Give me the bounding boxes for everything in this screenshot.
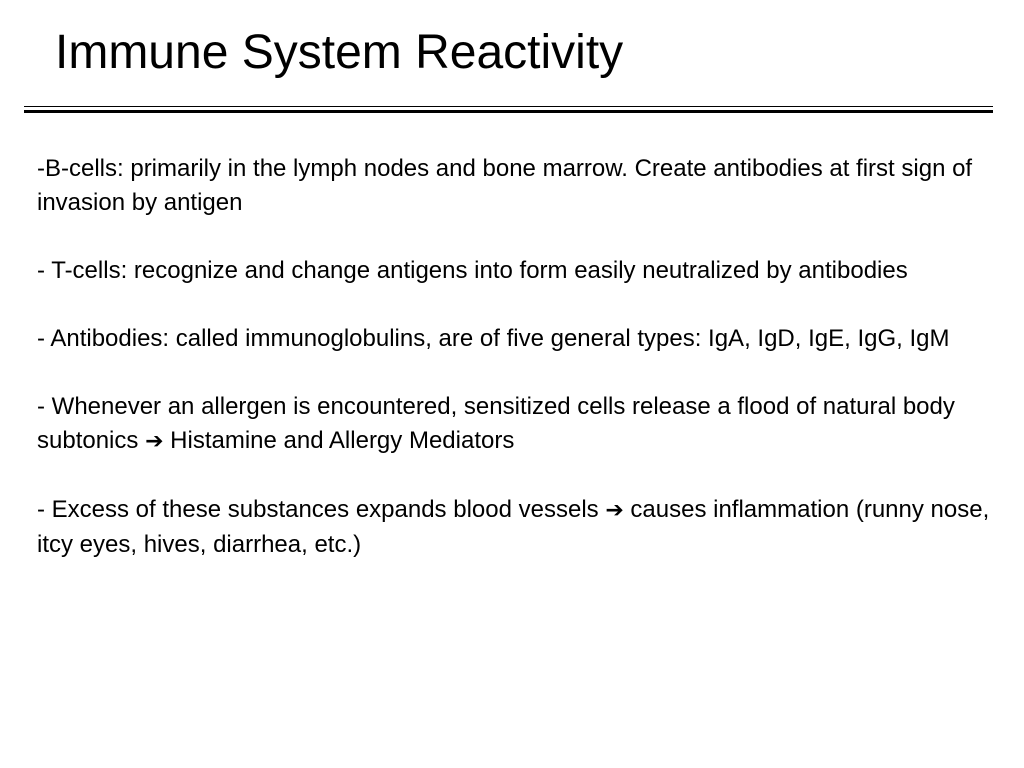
title-divider-thick — [24, 110, 993, 113]
bullet-b-cells: -B-cells: primarily in the lymph nodes and bone marrow. Create antibodies at first sign of invasion by antigen — [37, 155, 973, 216]
bullet-antibodies: - Antibodies: called immunoglobulins, are of five general types: IgA, IgD, IgE, IgG, IgM — [37, 325, 950, 352]
title-divider-thin — [24, 106, 993, 107]
bullet-excess-text-after: causes inflammation (runny nose, itcy eyes, hives, diarrhea, etc.) — [37, 496, 990, 558]
bullet-excess-text-before: - Excess of these substances expands blood vessels — [37, 496, 606, 523]
arrow-right-icon: ➔ — [145, 429, 164, 454]
bullet-allergen-text-after: Histamine and Allergy Mediators — [163, 427, 515, 454]
bullet-excess — [37, 493, 1012, 562]
bullet-allergen-text-before: - Whenever an allergen is encountered, sensitized cells release a flood of natural body subtonics — [37, 393, 955, 454]
slide-title: Immune System Reactivity — [55, 26, 624, 79]
slide-content — [37, 152, 1012, 596]
bullet-allergen — [37, 390, 1012, 459]
arrow-right-icon: ➔ — [605, 498, 624, 523]
bullet-t-cells: - T-cells: recognize and change antigens into form easily neutralized by antibodies — [37, 257, 908, 284]
